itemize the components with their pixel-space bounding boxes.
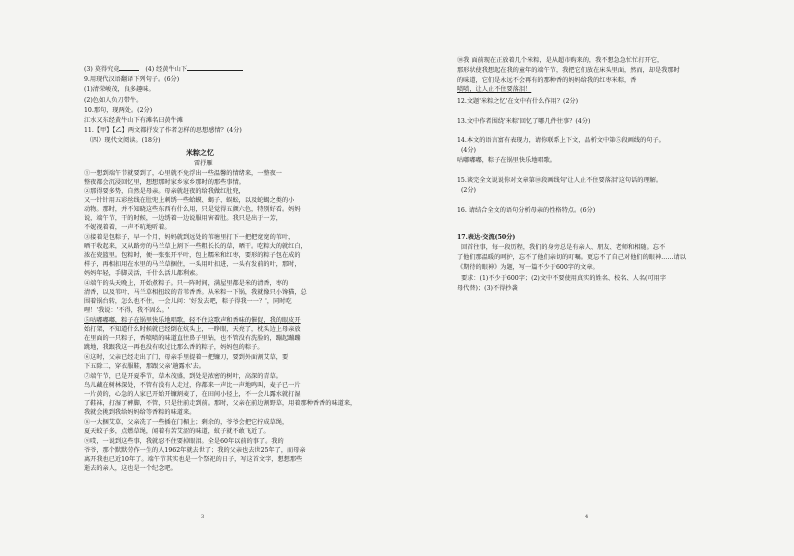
question-9: 9.用现代汉语翻译下列句子。(6分) (84, 76, 180, 83)
paragraph-line: 离开我也已近10年了。端午节其实也是一个祭祀的日子，写这首文字，想想那些 (84, 456, 303, 463)
paragraph-line: ⑦端午节，已是开夏季节，草木茂盛，到处是浓密的树叶，高深的青草。 (84, 373, 282, 380)
question-17-line: 母代替)；(3)不得抄袭 (457, 285, 518, 292)
question-14-score: (4分) (461, 147, 476, 154)
paragraph-line: 夏天蚊子多，点燃草绳，闻着有苦艾涩的味道，蚊子就不敢飞近了。 (84, 428, 270, 435)
paragraph-10-line: ⑩我 面前现在正放着几个米粽，是从超市购来的，我不想急急忙忙打开它， (457, 57, 664, 64)
paragraph-line: 在里面的一只粽子，香喷喷的味道直往鼻子里钻，也不管没有洗脸的，蹦起蹦蹦 (84, 335, 301, 342)
paragraph-line: 又一针针用五彩丝线在肚兜上刺绣一些蛤蟆、蝎子、蜈蚣，以及蛇蝎之类的小 (84, 197, 295, 204)
question-10-text: 江水又东经黄牛山下有滩名曰黄牛滩 (84, 117, 183, 124)
article-title: 米粽之忆 (186, 148, 214, 157)
question-3-4: (3) 莫得究竟 (4) 经黄牛山下 (84, 64, 243, 74)
article-author: 雷抒雁 (194, 160, 213, 167)
question-17-line: 了他们那温暖的呵护，忘不了他们亲切的叮嘱。更忘不了自己对他们的眼神……请以 (457, 254, 686, 261)
paragraph-line: 跳地，我跟我这一再也没有吹过比那么香的粽子，妈妈包的粽子。 (84, 344, 264, 351)
paragraph-line: 了鞋袜，打湿了裤脚，不管，只是往前走到前。那时，父亲在前边割野草，用着那种香香的味道来， (84, 400, 357, 407)
question-17-line: 要求：(1)不少于600字；(2)文中不要使用真实的姓名、校名、人名(可用字 (461, 275, 667, 282)
paragraph-line: 样子，再相扣用在水里的马兰草捆住，一头用叶扣进，一头有发前的叶，那时， (84, 261, 301, 268)
paragraph-line: 清香，以及苇叶、马兰草相扭纹的青苇香香。从米粽一下锅，我就像只小馋猫，总 (84, 289, 307, 296)
right-page (397, 0, 794, 556)
question-17-line: 《期待的眼神》为题，写一篇不少于600字的文章。 (457, 264, 599, 271)
paragraph-line: 爷爷，那个默默劳作一生的人1962年就去世了；我的父亲也去世25年了，而母亲 (84, 447, 306, 454)
paragraph-line: 浓在瓷篮里。包粽时，便一张张开平叶，包上糯米和红枣，要形的粽子包在成的 (84, 252, 301, 259)
section-heading: （四）现代文阅读。(18分) (86, 137, 161, 144)
underlined-sentence: 喷喷，让人止不住要落泪！ (457, 86, 532, 93)
paragraph-line: 晒干收起来，又从路旁的马兰草上割下一些粗长长的草，晒干。吃粽大的就红白， (84, 243, 307, 250)
paragraph-line: 我就会挑到我给妈妈给等香粽的味道来。 (84, 409, 196, 416)
paragraph-line: 不妮视着着，一声不吭地听着。 (84, 224, 171, 231)
question-10: 10.那句，现两处。(2分) (84, 107, 153, 114)
question-15-score: (2分) (461, 187, 476, 194)
question-14: 14.本文的语言富有表现力，请你联系上下文，品析文中第⑤段画线的句子。 (457, 137, 665, 144)
paragraph-line: ①一想到端午节就要到了，心里就不免浮出一些温馨的情绪来，一整夜一 (84, 170, 282, 177)
underlined-sentence: ⑤咕嘟嘟嘟，粽子在锅里快乐地唱歌，轻不住这歌声和香味的催促，我的眼皮开 (84, 317, 301, 324)
paragraph-line: 逝去的亲人，这也是一个纪念吧。 (84, 465, 177, 472)
question-16: 16. 请结合全文的语句分析母亲的性格特点。(6分) (457, 207, 596, 214)
paragraph-line: ④端午的头天晚上，开始煮粽子。只一阵时间，满屋里都是米的清香，枣的 (84, 280, 289, 287)
paragraph-line: ⑧一大捆艾草，父亲冼了一些插在门楣上；剩余的，爷爷会把它拧成草绳， (84, 419, 289, 426)
paragraph-line: 下五除二，穿衣服鞋，那跟父亲'趟露水'去。 (84, 363, 205, 370)
question-14-quote: 咕嘟嘟嘟，粽子在锅里快乐地唱歌。 (457, 157, 556, 164)
paragraph-line: 始打架，不知道什么时候就已经倒在炕头上，一睁眼，天亮了，枕头边上母亲放 (84, 326, 301, 333)
paragraph-line: 围着锅台转，怎么也不住，一会儿问：'好发去吧，粽子得我一一？'，同时吃 (84, 298, 292, 305)
paragraph-line: ⑨哎，一说到这些事，我就忍不住要掉眼泪。全是60年以前的事了。我的 (84, 438, 284, 445)
paragraph-line: ③接着是包粽子，早一个月，妈妈就到远处的苇塘里打下一把把宽宽的苇叶， (84, 234, 295, 241)
question-9-1: (1)清荣峻茂，良多趣味。 (84, 86, 155, 93)
question-15: 15.谈完全文说说你对文章第⑩段画线句'让人止不住要落泪'这句话的理解。 (457, 177, 663, 184)
paragraph-line: 妈妈年轻，手脚灵活，千什么活儿都利索。 (84, 270, 202, 277)
paragraph-line: 动物。那时，并不知晓这些东西有什么用，只是觉得五颜六色，特别好看。妈妈 (84, 206, 301, 213)
paragraph-line: 一片黄的，心急的人家已开始开镰割麦了，在田间小径上，不一会儿露水就打湿 (84, 391, 301, 398)
question-12: 12.文题'米粽之忆'在文中有什么作用？(2分) (457, 98, 579, 105)
page-number: 4 (585, 514, 589, 520)
paragraph-line: ②那得要多势，自然是母亲。母亲就赶夜的给我做红肚兜， (84, 188, 245, 195)
page-number: 3 (201, 514, 205, 520)
question-9-2: (2)色如人负刀带牛。 (84, 97, 143, 104)
paragraph-line: ⑥这时，父亲已经走出了门，母亲手里提着一把镰刀，要到外面割艾草，要 (84, 354, 289, 361)
paragraph-10-line: 那形状使我想起在我的童年的端午节，我把它们放在床头里面，然而，却是我那时 (457, 67, 680, 74)
paragraph-line: 说，端午节，干的时候，一边绣着一边说服用害着肚。我只是出于一芳， (84, 215, 282, 222)
paragraph-10-line: 的味道，它们是永远不会再有的那种香的妈妈给我的红枣米粽，香 (457, 77, 637, 84)
question-11: 11.【甲】【乙】两文都抒发了作者怎样的思想感情？(4分) (84, 127, 242, 134)
paragraph-line: 鸟儿藏在树林深处，不管有没有人走过，你都来一声比一声地鸣叫，麦子已一片 (84, 382, 301, 389)
question-17-title: 17.表达·交流(50分) (457, 234, 516, 241)
paragraph-line: 整夜都会沉浸回忆里，想想那时家乡家乡那时的那些事情。 (84, 179, 245, 186)
paragraph-line: 哩！'我说：'不得，我不固么。' (84, 307, 170, 314)
question-17-line: 回首往事，每一段历程，我们的身旁总是有亲人、朋友、老师和相随。忘不 (461, 244, 666, 251)
question-13: 13.文中作者围绕'米粽'回忆了哪几件往事？(4分) (457, 118, 591, 125)
